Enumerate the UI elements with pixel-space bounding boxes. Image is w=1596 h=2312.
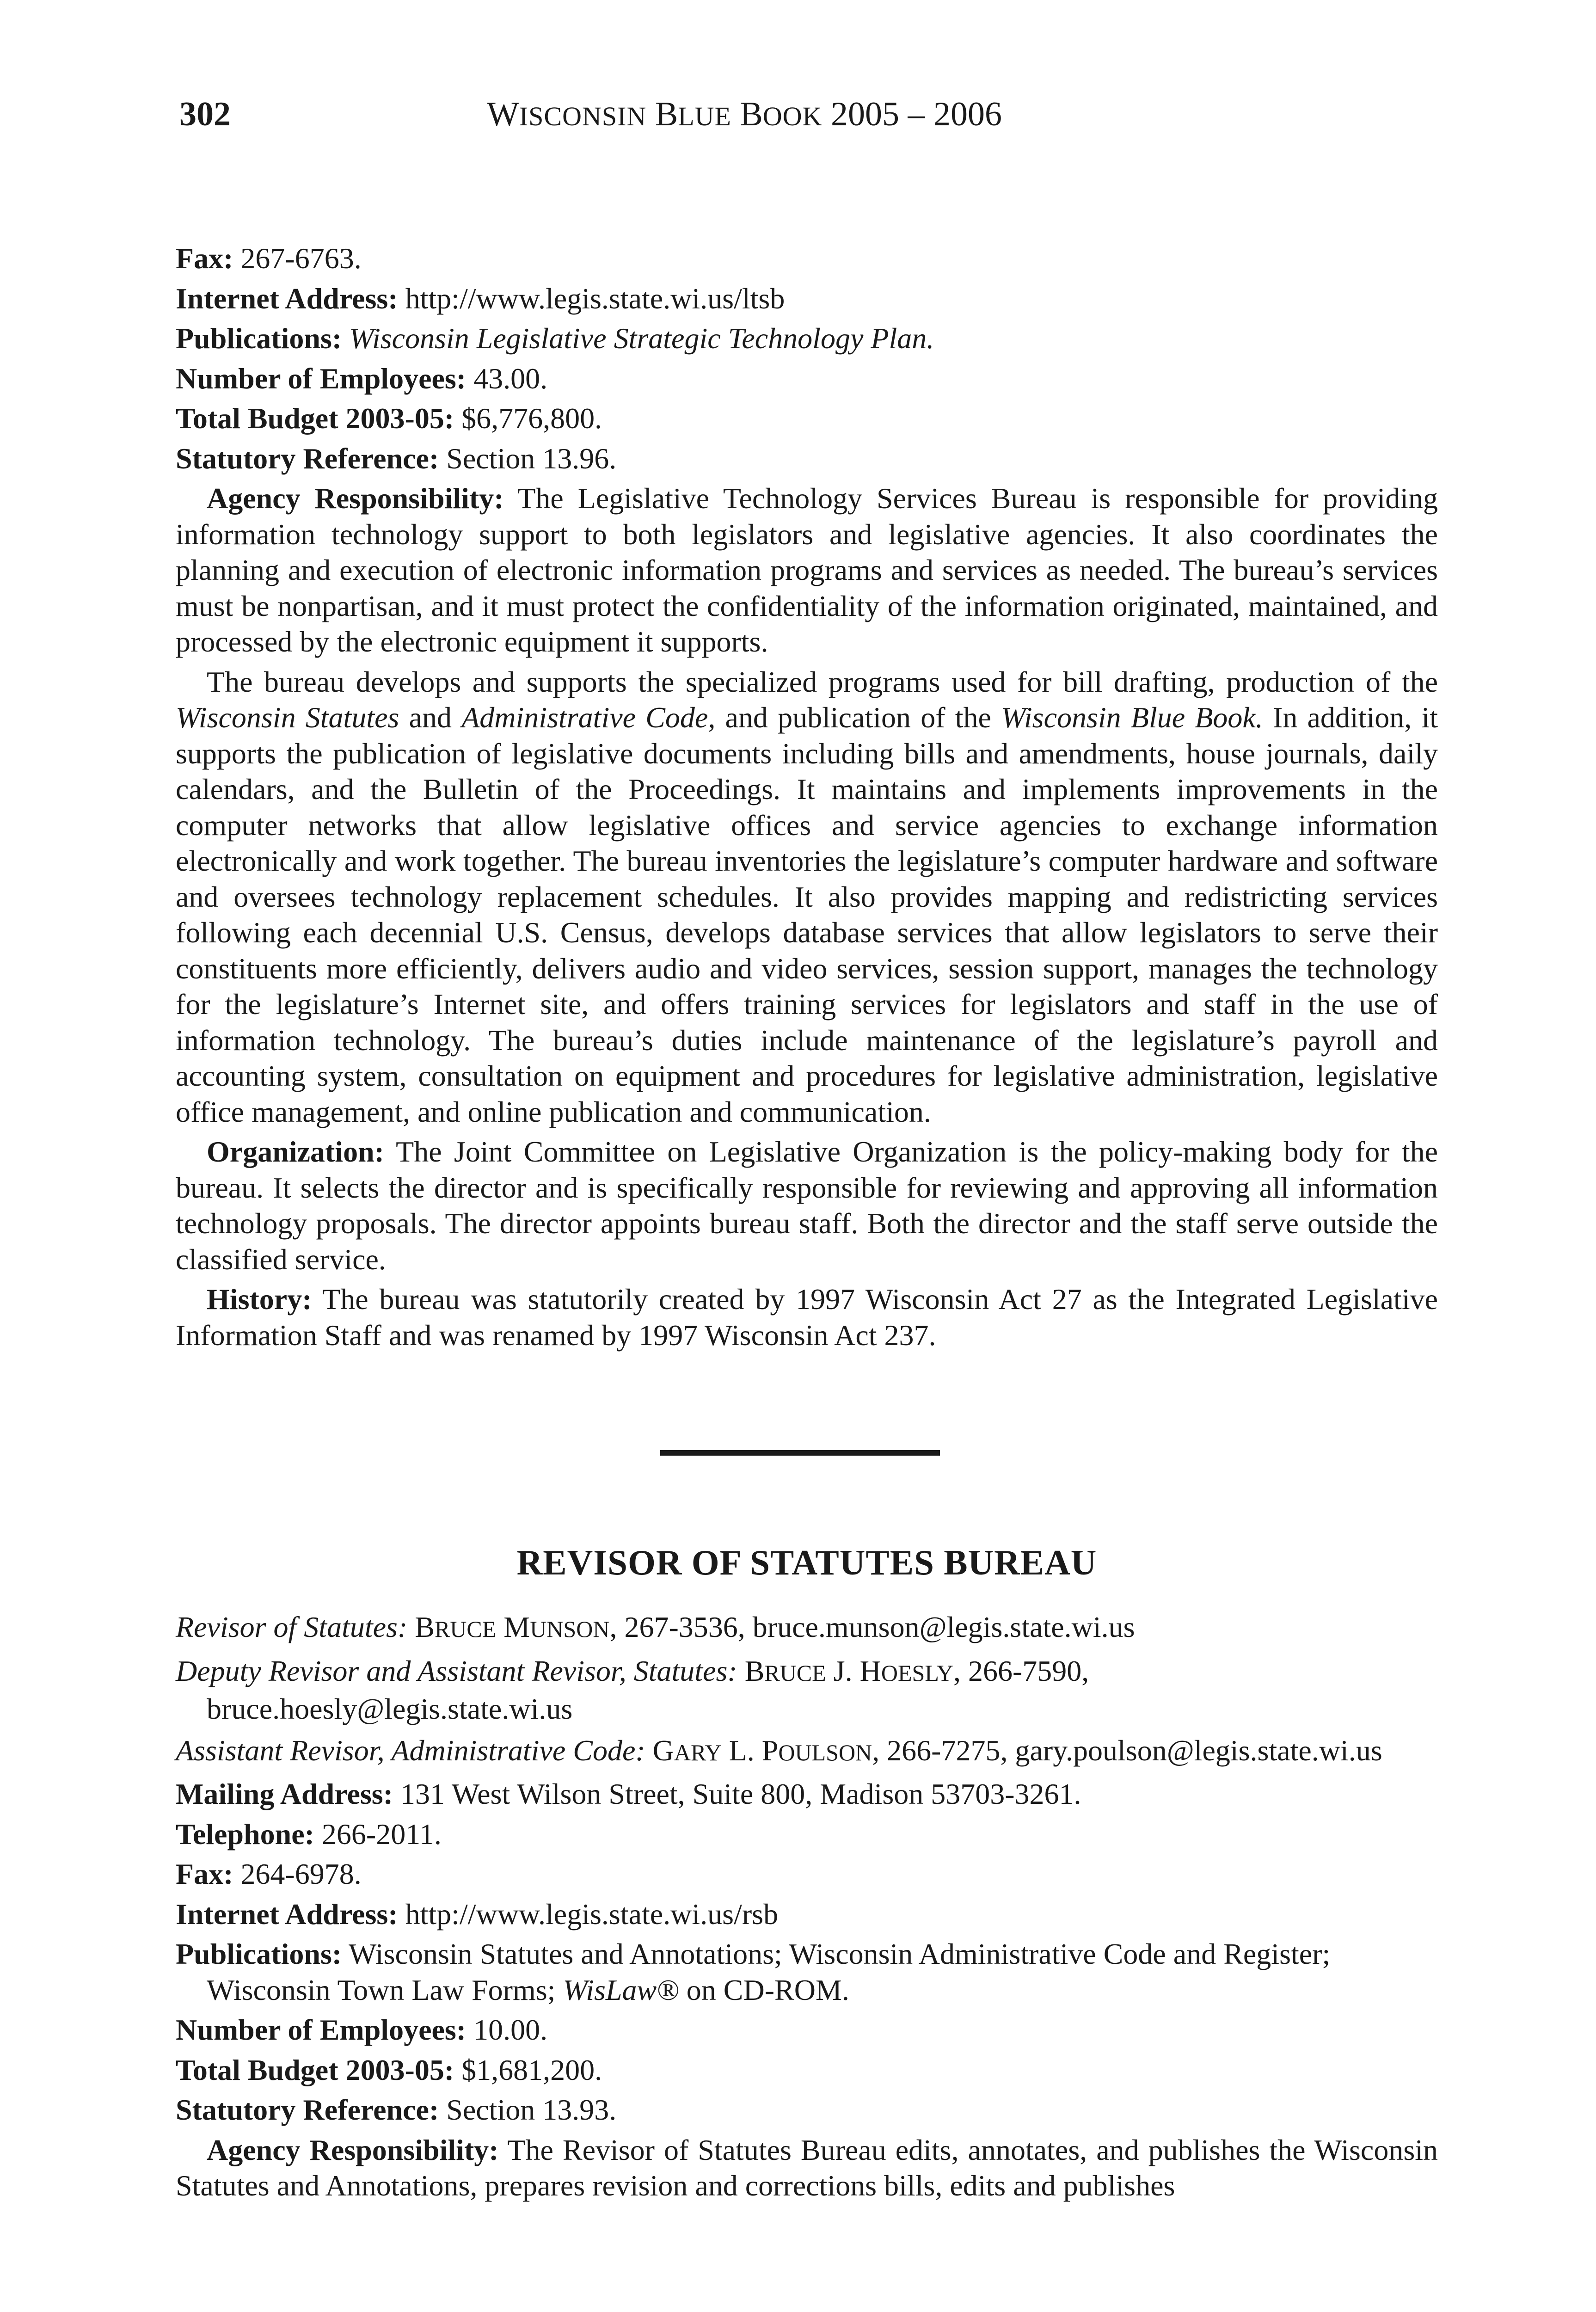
staff-entry: Deputy Revisor and Assistant Revisor, Statutes: BRUCE J. HOESLY, 266-7590, bruce.hoesly@legis.state.wi.us — [176, 1654, 1089, 1725]
staff-entry: Revisor of Statutes: BRUCE MUNSON, 267-3536, bruce.munson@legis.state.wi.us — [176, 1611, 1135, 1643]
rsb-agency-responsibility: Agency Responsibility: The Revisor of Statutes Bureau edits, annotates, and publishes the Wisconsin Statutes and Annotations, prepares revision and corrections bills, edits and publishes — [176, 2133, 1438, 2202]
rsb-internet: Internet Address: http://www.legis.state.wi.us/rsb — [176, 1897, 779, 1931]
page-header — [179, 95, 1446, 146]
rsb-fax: Fax: 264-6978. — [176, 1857, 362, 1890]
section-divider — [660, 1450, 940, 1456]
ltsb-organization: Organization: The Joint Committee on Legislative Organization is the policy-making body for the bureau. It selects the director and is specifically responsible for reviewing and approving all information technology proposals. The director appoints bureau staff. Both the director and the staff serve outside the classified service. — [176, 1135, 1438, 1276]
ltsb-budget: Total Budget 2003-05: $6,776,800. — [176, 402, 602, 435]
rsb-statutory: Statutory Reference: Section 13.93. — [176, 2093, 617, 2126]
ltsb-employees: Number of Employees: 43.00. — [176, 362, 548, 395]
ltsb-statutory: Statutory Reference: Section 13.96. — [176, 442, 617, 475]
running-head: WISCONSIN BLUE BOOK 2005 – 2006 — [487, 95, 1002, 133]
ltsb-agency-responsibility: Agency Responsibility: The Legislative Technology Services Bureau is responsible for providing information technology support to both legislators and legislative agencies. It also coordinates the planning and execution of electronic information programs and services as needed. The bureau’s services must be nonpartisan, and it must protect the confidentiality of the information originated, maintained, and processed by the electronic equipment it supports. — [176, 482, 1438, 658]
section-title: REVISOR OF STATUTES BUREAU — [516, 1543, 1097, 1582]
rsb-mailing-address: Mailing Address: 131 West Wilson Street, Suite 800, Madison 53703-3261. — [176, 1777, 1081, 1810]
rsb-budget: Total Budget 2003-05: $1,681,200. — [176, 2053, 602, 2086]
page-number: 302 — [179, 95, 231, 133]
ltsb-url: http://www.legis.state.wi.us/ltsb — [405, 282, 785, 315]
rsb-publications: Publications: Wisconsin Statutes and Annotations; Wisconsin Administrative Code and Register; Wisconsin Town Law Forms; WisLaw® on CD-ROM. — [176, 1937, 1331, 2006]
ltsb-section — [176, 240, 1438, 1357]
ltsb-services-paragraph: The bureau develops and supports the specialized programs used for bill drafting, production of the Wisconsin Statutes and Administrative Code, and publication of the Wisconsin Blue Book. In addition, it supports the publication of legislative documents including bills and amendments, house journals, daily calendars, and the Bulletin of the Proceedings. It maintains and implements improvements in the computer networks that allow legislative offices and service agencies to exchange information electronically and work together. The bureau inventories the legislature’s computer hardware and software and oversees technology replacement schedules. It also provides mapping and redistricting services following each decennial U.S. Census, develops database services that allow legislators to serve their constituents more efficiently, delivers audio and video services, session support, manages the technology for the legislature’s Internet site, and offers training services for legislators and staff in the use of information technology. The bureau’s duties include maintenance of the legislature’s payroll and accounting system, consultation on equipment and procedures for legislative administration, legislative office management, and online publication and communication. — [176, 665, 1438, 1128]
ltsb-publications: Publications: Wisconsin Legislative Strategic Technology Plan. — [176, 322, 934, 355]
rsb-section — [176, 1609, 1438, 2208]
ltsb-history: History: The bureau was statutorily created by 1997 Wisconsin Act 27 as the Integrated Legislative Information Staff and was renamed by 1997 Wisconsin Act 237. — [176, 1283, 1438, 1352]
rsb-telephone: Telephone: 266-2011. — [176, 1817, 442, 1851]
ltsb-fax: Fax: 267-6763. — [176, 242, 362, 275]
ltsb-internet: Internet Address: http://www.legis.state.wi.us/ltsb — [176, 282, 785, 315]
rsb-url: http://www.legis.state.wi.us/rsb — [405, 1897, 779, 1931]
staff-entry: Assistant Revisor, Administrative Code: GARY L. POULSON, 266-7275, gary.poulson@legis.state.wi.us — [176, 1734, 1382, 1767]
rsb-employees: Number of Employees: 10.00. — [176, 2013, 548, 2046]
